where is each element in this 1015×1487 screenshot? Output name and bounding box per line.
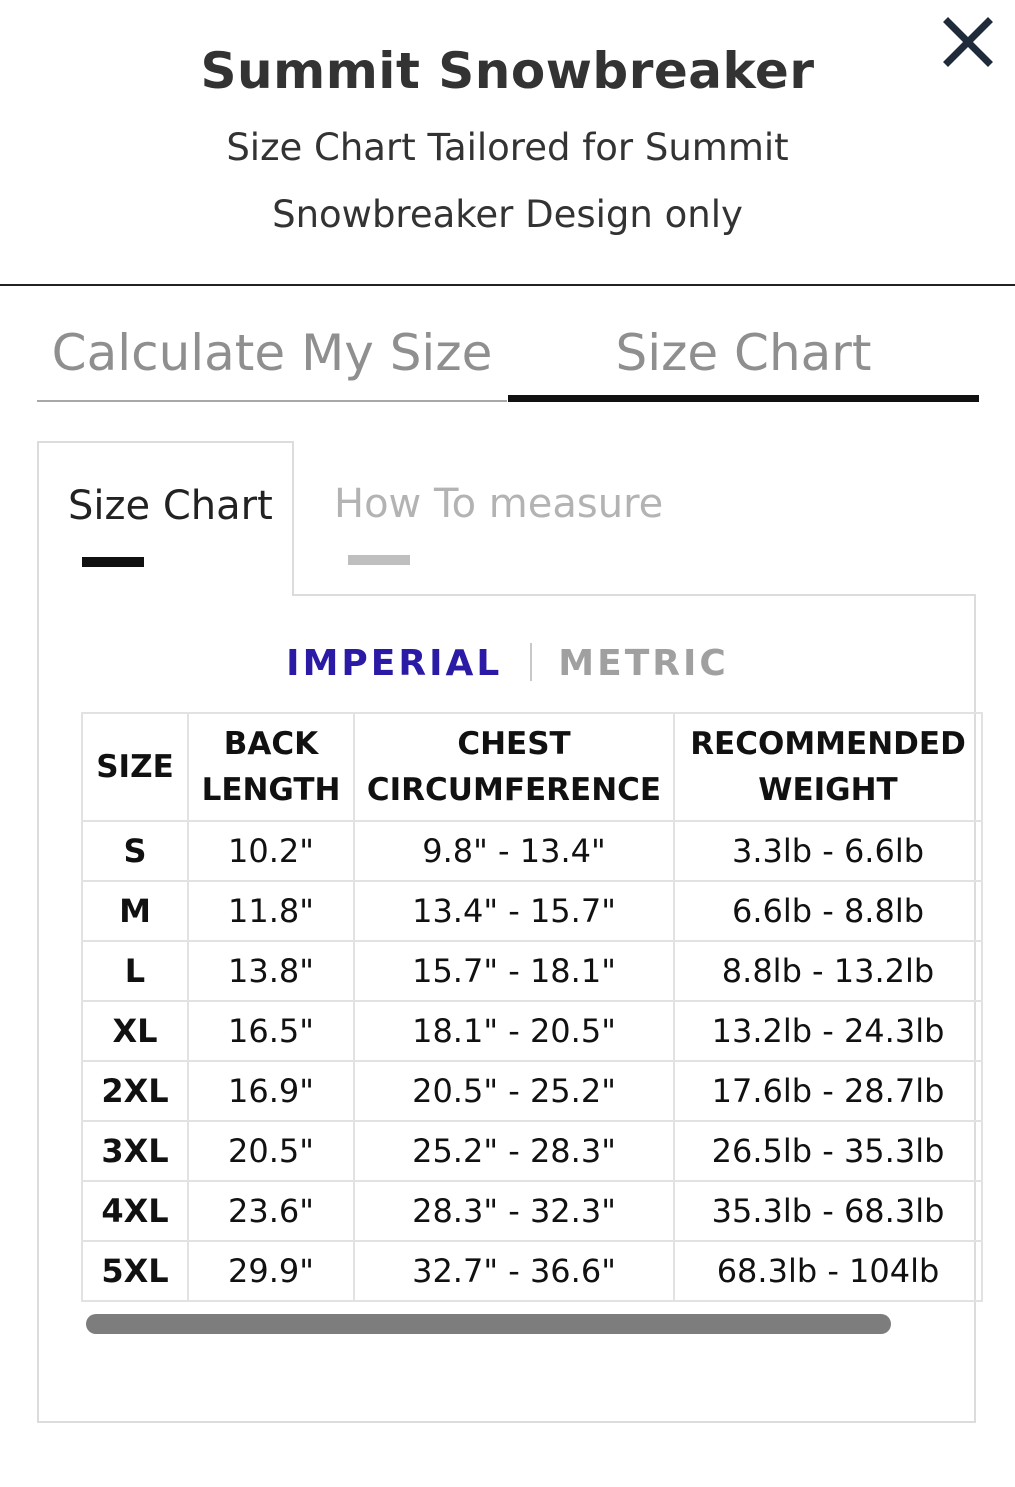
chest-cell: 32.7" - 36.6": [354, 1241, 674, 1301]
chest-cell: 25.2" - 28.3": [354, 1121, 674, 1181]
table-row: [82, 1121, 982, 1181]
chest-cell: 18.1" - 20.5": [354, 1001, 674, 1061]
subtitle-line-2: Snowbreaker Design only: [272, 193, 743, 236]
table-row: [82, 1061, 982, 1121]
header-size: SIZE: [82, 713, 188, 821]
weight-cell: 26.5lb - 35.3lb: [674, 1121, 982, 1181]
size-cell: 5XL: [82, 1241, 188, 1301]
weight-cell: 8.8lb - 13.2lb: [674, 941, 982, 1001]
weight-cell: 35.3lb - 68.3lb: [674, 1181, 982, 1241]
back-length-cell: 16.9": [188, 1061, 354, 1121]
weight-cell: 17.6lb - 28.7lb: [674, 1061, 982, 1121]
unit-toggle: [0, 640, 1015, 688]
size-table: [81, 712, 983, 1302]
back-length-cell: 10.2": [188, 821, 354, 881]
size-cell: 3XL: [82, 1121, 188, 1181]
size-cell: 4XL: [82, 1181, 188, 1241]
table-row: [82, 1001, 982, 1061]
weight-cell: 6.6lb - 8.8lb: [674, 881, 982, 941]
subtab-inactive-indicator: [348, 555, 410, 565]
size-cell: XL: [82, 1001, 188, 1061]
subtab-size-chart[interactable]: [37, 441, 294, 596]
chest-cell: 15.7" - 18.1": [354, 941, 674, 1001]
back-length-cell: 11.8": [188, 881, 354, 941]
subtab-how-to-measure[interactable]: [296, 441, 706, 596]
header-recommended-weight: RECOMMENDED WEIGHT: [674, 713, 982, 821]
subtab-how-to-measure-label: How To measure: [334, 481, 664, 527]
table-row: [82, 1241, 982, 1301]
weight-cell: 13.2lb - 24.3lb: [674, 1001, 982, 1061]
subtab-active-indicator: [82, 557, 144, 567]
chest-cell: 20.5" - 25.2": [354, 1061, 674, 1121]
header-divider: [0, 284, 1015, 286]
tab-calculate-my-size[interactable]: Calculate My Size: [37, 318, 507, 402]
back-length-cell: 29.9": [188, 1241, 354, 1301]
unit-metric-button[interactable]: METRIC: [558, 643, 729, 684]
size-cell: L: [82, 941, 188, 1001]
chest-cell: 13.4" - 15.7": [354, 881, 674, 941]
size-cell: S: [82, 821, 188, 881]
weight-cell: 3.3lb - 6.6lb: [674, 821, 982, 881]
size-cell: 2XL: [82, 1061, 188, 1121]
back-length-cell: 23.6": [188, 1181, 354, 1241]
chest-cell: 9.8" - 13.4": [354, 821, 674, 881]
header-chest-circumference: CHEST CIRCUMFERENCE: [354, 713, 674, 821]
table-row: [82, 941, 982, 1001]
tab-size-chart[interactable]: Size Chart: [508, 318, 979, 402]
header-back-length: BACK LENGTH: [188, 713, 354, 821]
back-length-cell: 20.5": [188, 1121, 354, 1181]
unit-separator: [530, 643, 532, 681]
modal-subtitle: [190, 114, 825, 248]
subtitle-line-1: Size Chart Tailored for Summit: [226, 126, 789, 169]
table-horizontal-scrollbar[interactable]: [86, 1314, 891, 1334]
back-length-cell: 16.5": [188, 1001, 354, 1061]
table-row: [82, 821, 982, 881]
subtab-size-chart-label: Size Chart: [68, 483, 273, 529]
table-row: [82, 1181, 982, 1241]
modal-title: Summit Snowbreaker: [200, 42, 815, 100]
table-header-row: [82, 713, 982, 821]
chest-cell: 28.3" - 32.3": [354, 1181, 674, 1241]
weight-cell: 68.3lb - 104lb: [674, 1241, 982, 1301]
table-row: [82, 881, 982, 941]
unit-imperial-button[interactable]: IMPERIAL: [286, 643, 503, 684]
size-cell: M: [82, 881, 188, 941]
size-table-scroll[interactable]: [81, 712, 966, 1306]
back-length-cell: 13.8": [188, 941, 354, 1001]
